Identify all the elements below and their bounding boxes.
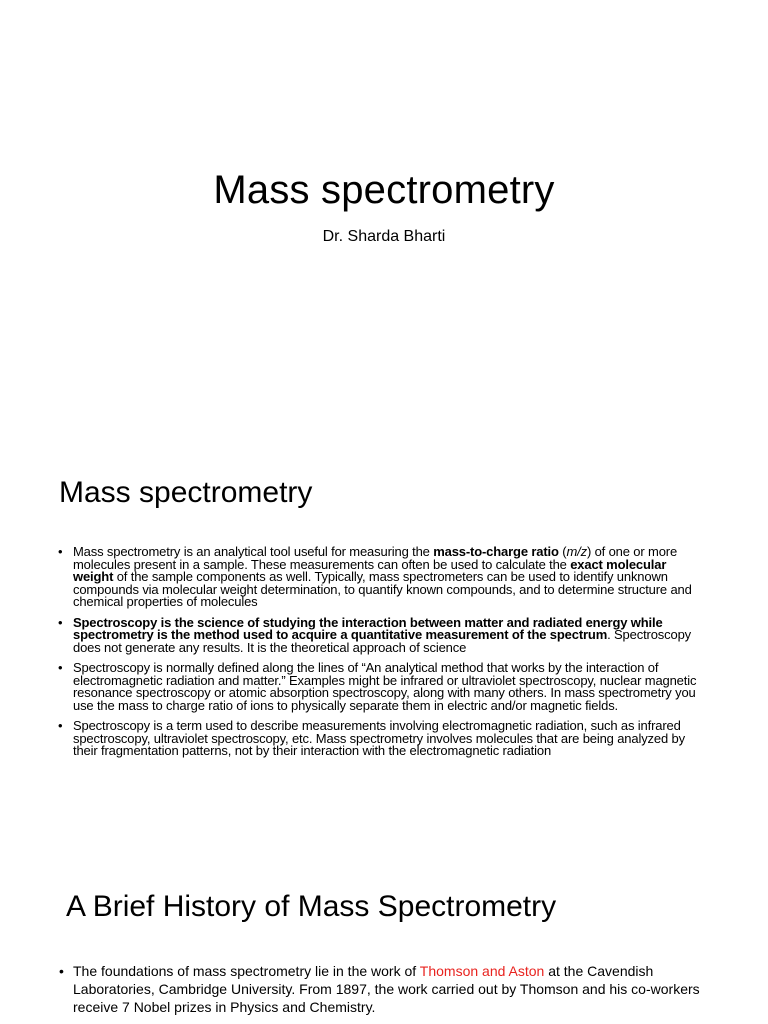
title-slide — [0, 0, 768, 432]
list-item — [56, 662, 708, 712]
bullet-list — [56, 546, 708, 766]
author-name: Dr. Sharda Bharti — [322, 228, 446, 245]
bullet-text: Spectroscopy is normally defined along the lines of “An analytical method that works by the interaction of electromagnetic radiation and matter.” Examples might be infrared or ultraviolet spectroscopy, nuclear magnetic resonance spectroscopy or atomic absorption spectroscopy, along with many others. In mass spectrometry you use the mass to charge ratio of ions to physically separate them in electric and/or magnetic fields. — [73, 660, 697, 713]
bullet-text: . Spectroscopy does not generate any results. It is the theoretical approach of science — [73, 627, 691, 655]
bullet-text: The foundations of mass spectrometry lie in the work of — [73, 963, 420, 979]
bullet-text: of the sample components as well. Typically, mass spectrometers can be used to identify unknown compounds via molecular weight determination, to quantify known compounds, and to determine structure and chemical properties of molecules — [73, 569, 692, 609]
bullet-icon: • — [58, 544, 63, 559]
bold-term: Spectroscopy is the science of studying the interaction between matter and radiated energy while spectrometry is the method used to acquire a quantitative measurement of the spectrum — [73, 614, 663, 642]
content-slide-history — [0, 864, 768, 1024]
bullet-icon: • — [58, 718, 63, 733]
list-item — [56, 720, 708, 758]
bullet-text: at the Cavendish Laboratories, Cambridge University. From 1897, the work carried out by Thomson and his co-workers receive 7 Nobel prizes in Physics and Chemistry. — [73, 963, 700, 1015]
presentation-title: Mass spectrometry — [213, 168, 555, 212]
bullet-icon: • — [58, 614, 63, 630]
highlighted-names: Thomson and Aston — [419, 963, 545, 979]
bullet-list — [59, 962, 709, 1016]
list-item — [56, 614, 708, 655]
italic-term: m/z — [566, 544, 587, 559]
bullet-icon: • — [59, 963, 64, 979]
list-item — [56, 546, 708, 609]
bold-term: exact molecular weight — [73, 556, 667, 584]
content-slide-mass-spectrometry — [0, 432, 768, 864]
bold-term: mass-to-charge ratio — [433, 544, 559, 559]
slide-heading: A Brief History of Mass Spectrometry — [66, 890, 557, 923]
bullet-text: ) of one or more molecules present in a sample. These measurements can often be used to calculate the — [73, 544, 678, 572]
bullet-icon: • — [58, 660, 63, 675]
bullet-text: ( — [558, 544, 567, 559]
bullet-text: Mass spectrometry is an analytical tool useful for measuring the — [73, 544, 434, 559]
bullet-text: Spectroscopy is a term used to describe measurements involving electromagnetic radiation, such as infrared spectroscopy, ultraviolet spectroscopy, etc. Mass spectrometry involves molecules that are being analyzed by their fragmentation patterns, not by their interaction with the electromagnetic radiation — [73, 718, 685, 758]
list-item — [59, 962, 709, 1016]
slide-heading: Mass spectrometry — [59, 476, 313, 509]
